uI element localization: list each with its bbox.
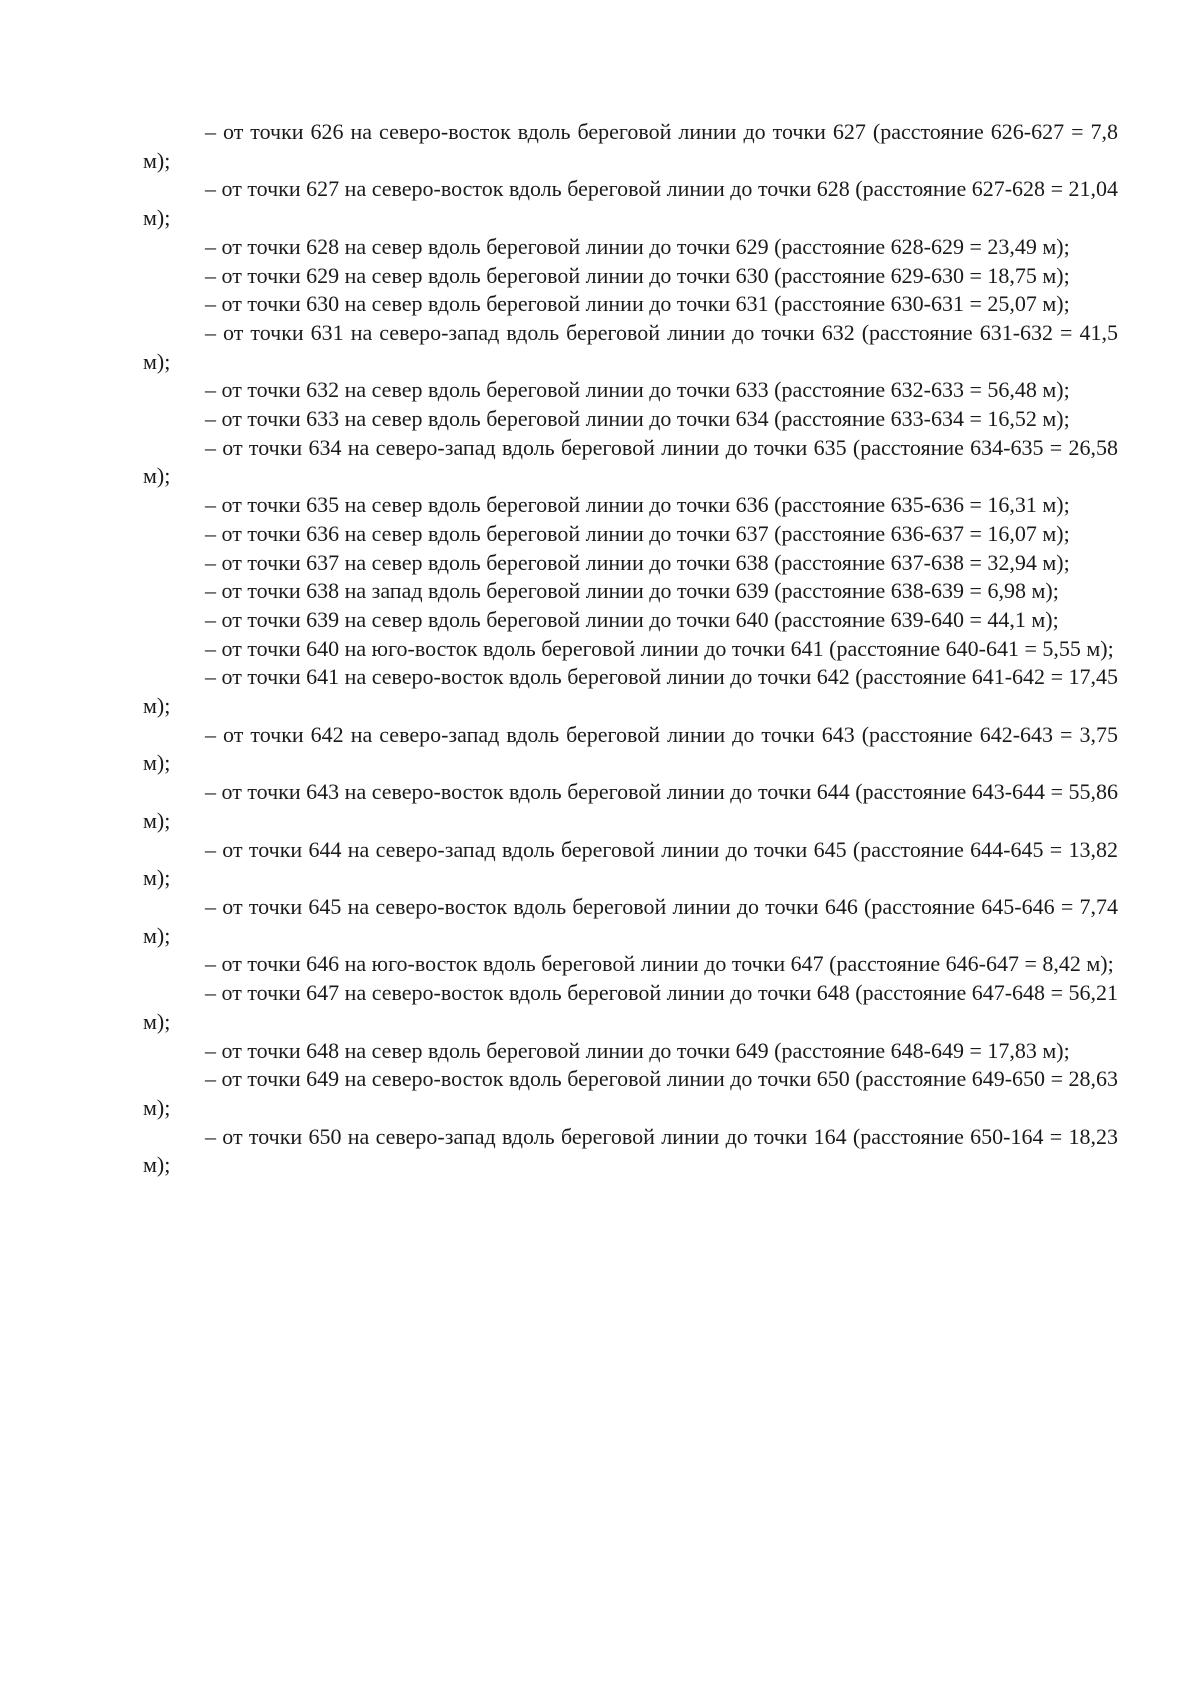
boundary-segment-paragraph: – от точки 643 на северо-восток вдоль береговой линии до точки 644 (расстояние 643-644 = 55,86 м); [143, 779, 1118, 833]
boundary-segment-paragraph: – от точки 636 на север вдоль береговой линии до точки 637 (расстояние 636-637 = 16,07 м); [205, 520, 1070, 546]
boundary-segment-paragraph: – от точки 649 на северо-восток вдоль береговой линии до точки 650 (расстояние 649-650 = 28,63 м); [143, 1066, 1118, 1120]
boundary-segment-paragraph: – от точки 629 на север вдоль береговой линии до точки 630 (расстояние 629-630 = 18,75 м); [205, 262, 1070, 288]
boundary-segment-paragraph: – от точки 637 на север вдоль береговой линии до точки 638 (расстояние 637-638 = 32,94 м); [205, 549, 1070, 575]
boundary-segment-paragraph: – от точки 646 на юго-восток вдоль береговой линии до точки 647 (расстояние 646-647 = 8,42 м); [205, 951, 1114, 977]
boundary-segment-paragraph: – от точки 640 на юго-восток вдоль береговой линии до точки 641 (расстояние 640-641 = 5,55 м); [205, 635, 1114, 661]
boundary-segment-paragraph: – от точки 632 на север вдоль береговой линии до точки 633 (расстояние 632-633 = 56,48 м); [205, 377, 1070, 403]
document-body [143, 118, 1118, 1180]
boundary-segment-paragraph: – от точки 631 на северо-запад вдоль береговой линии до точки 632 (расстояние 631-632 = 41,5 м); [143, 319, 1118, 374]
boundary-segment-paragraph: – от точки 642 на северо-запад вдоль береговой линии до точки 643 (расстояние 642-643 = 3,75 м); [143, 721, 1118, 776]
boundary-segment-paragraph: – от точки 645 на северо-восток вдоль береговой линии до точки 646 (расстояние 645-646 = 7,74 м); [143, 893, 1118, 948]
boundary-segment-paragraph: – от точки 641 на северо-восток вдоль береговой линии до точки 642 (расстояние 641-642 = 17,45 м); [143, 664, 1118, 719]
boundary-segment-paragraph: – от точки 634 на северо-запад вдоль береговой линии до точки 635 (расстояние 634-635 = 26,58 м); [143, 434, 1118, 489]
boundary-segment-paragraph: – от точки 639 на север вдоль береговой линии до точки 640 (расстояние 639-640 = 44,1 м); [205, 606, 1059, 632]
boundary-segment-paragraph: – от точки 628 на север вдоль береговой линии до точки 629 (расстояние 628-629 = 23,49 м); [205, 233, 1070, 259]
boundary-segment-paragraph: – от точки 627 на северо-восток вдоль береговой линии до точки 628 (расстояние 627-628 = 21,04 м); [143, 176, 1118, 231]
boundary-segment-paragraph: – от точки 633 на север вдоль береговой линии до точки 634 (расстояние 633-634 = 16,52 м); [205, 406, 1070, 432]
boundary-segment-paragraph: – от точки 644 на северо-запад вдоль береговой линии до точки 645 (расстояние 644-645 = 13,82 м); [143, 836, 1118, 891]
boundary-segment-paragraph: – от точки 647 на северо-восток вдоль береговой линии до точки 648 (расстояние 647-648 = 56,21 м); [143, 980, 1118, 1034]
boundary-segment-paragraph: – от точки 626 на северо-восток вдоль береговой линии до точки 627 (расстояние 626-627 = 7,8 м); [143, 119, 1118, 173]
boundary-segment-paragraph: – от точки 630 на север вдоль береговой линии до точки 631 (расстояние 630-631 = 25,07 м); [205, 291, 1070, 317]
boundary-segment-paragraph: – от точки 650 на северо-запад вдоль береговой линии до точки 164 (расстояние 650-164 = 18,23 м); [143, 1123, 1118, 1178]
boundary-segment-paragraph: – от точки 635 на север вдоль береговой линии до точки 636 (расстояние 635-636 = 16,31 м); [205, 492, 1070, 518]
boundary-segment-paragraph: – от точки 648 на север вдоль береговой линии до точки 649 (расстояние 648-649 = 17,83 м); [205, 1037, 1070, 1063]
boundary-segment-paragraph: – от точки 638 на запад вдоль береговой линии до точки 639 (расстояние 638-639 = 6,98 м); [205, 578, 1059, 604]
